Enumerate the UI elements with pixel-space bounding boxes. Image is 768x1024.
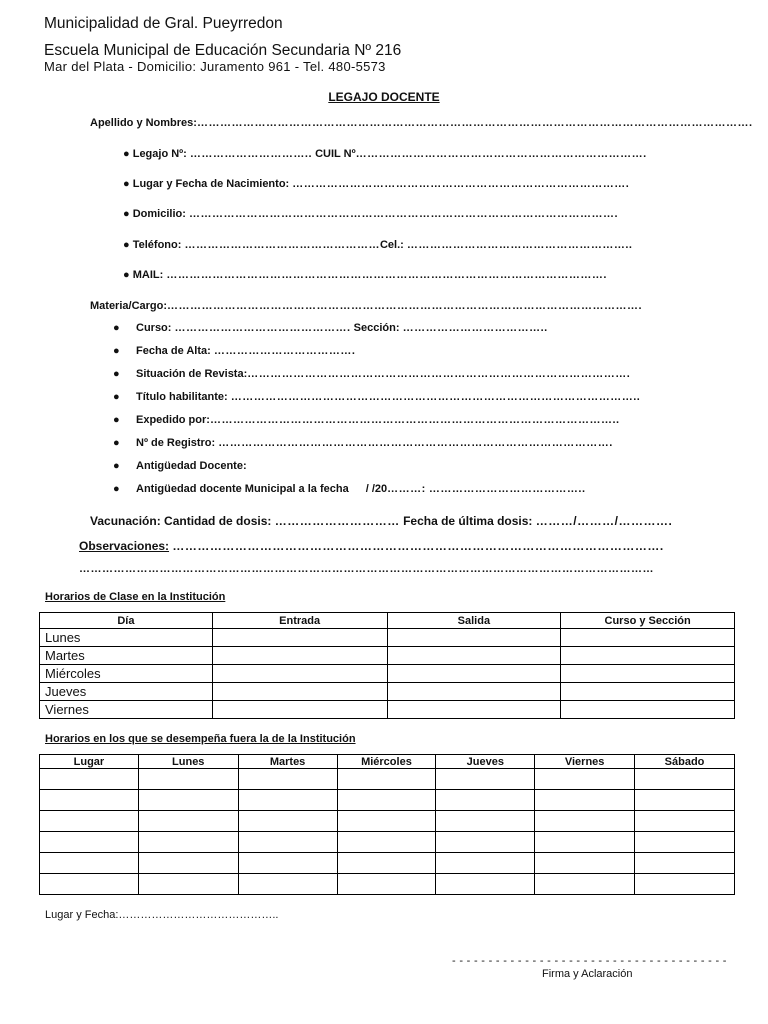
cell[interactable]: [635, 853, 735, 874]
cell[interactable]: [635, 832, 735, 853]
field-domicilio: ● Domicilio: ………………………………………………………………………………………………….: [123, 208, 619, 220]
table-row: [40, 790, 735, 811]
cell[interactable]: [535, 811, 635, 832]
field-registro-label: Nº de Registro:: [136, 437, 216, 449]
bullet-icon: ●: [113, 483, 120, 495]
signature-caption: Firma y Aclaración: [542, 968, 633, 980]
bullet-icon: ●: [123, 208, 130, 220]
table-header-row: [40, 755, 735, 769]
field-observaciones-label: Observaciones:: [79, 539, 170, 553]
observaciones-continuation: ……………………………………………………………………………………………………………………………………: [79, 563, 654, 575]
cell[interactable]: [436, 769, 535, 790]
field-antiguedad-municipal-label: Antigüedad docente Municipal a la fecha: [136, 483, 349, 495]
entrada-cell[interactable]: [212, 629, 387, 647]
header-sabado: Sábado: [635, 755, 735, 769]
cell[interactable]: [238, 769, 337, 790]
salida-cell[interactable]: [387, 629, 561, 647]
cell[interactable]: [138, 853, 238, 874]
cell[interactable]: [535, 832, 635, 853]
cell[interactable]: [337, 769, 436, 790]
table-row: [40, 647, 735, 665]
header-salida: Salida: [387, 613, 561, 629]
field-materia: Materia/Cargo:…………………………………………………………………………………………………………….: [90, 300, 643, 312]
curso-cell[interactable]: [561, 665, 735, 683]
bullet-icon: ●: [113, 322, 120, 334]
day-cell: Miércoles: [40, 665, 213, 683]
cell[interactable]: [238, 874, 337, 895]
salida-cell[interactable]: [387, 665, 561, 683]
field-curso: Curso: ………………………………………. Sección: ………………………………..: [136, 322, 548, 334]
header-viernes: Viernes: [535, 755, 635, 769]
table-row: [40, 683, 735, 701]
cell[interactable]: [40, 853, 139, 874]
field-situacion-label: Situación de Revista:: [136, 368, 248, 380]
cell[interactable]: [238, 790, 337, 811]
municipality-heading: Municipalidad de Gral. Pueyrredon: [44, 15, 283, 32]
entrada-cell[interactable]: [212, 701, 387, 719]
cell[interactable]: [138, 790, 238, 811]
field-registro: Nº de Registro: ………………………………………………………………………………………….: [136, 437, 613, 449]
cell[interactable]: [337, 832, 436, 853]
cell[interactable]: [238, 853, 337, 874]
table-row: [40, 811, 735, 832]
field-apellido-label: Apellido y Nombres:: [90, 117, 197, 129]
cell[interactable]: [436, 832, 535, 853]
salida-cell[interactable]: [387, 683, 561, 701]
cell[interactable]: [138, 832, 238, 853]
field-antiguedad-municipal-date: / /20: [365, 483, 388, 495]
curso-cell[interactable]: [561, 629, 735, 647]
day-cell: Lunes: [40, 629, 213, 647]
field-situacion: Situación de Revista:……………………………………………………………………………………….: [136, 368, 631, 380]
cell[interactable]: [337, 790, 436, 811]
field-antiguedad-label: Antigüedad Docente:: [136, 460, 247, 472]
cell[interactable]: [138, 811, 238, 832]
bullet-icon: ●: [113, 391, 120, 403]
bullet-icon: ●: [113, 414, 120, 426]
salida-cell[interactable]: [387, 701, 561, 719]
header-dia: Día: [40, 613, 213, 629]
school-name: Escuela Municipal de Educación Secundaria Nº 216: [44, 42, 402, 59]
entrada-cell[interactable]: [212, 665, 387, 683]
cell[interactable]: [337, 853, 436, 874]
field-telefono: ● Teléfono: ……………………………………………Cel.: …………………………………………………..: [123, 239, 633, 251]
field-observaciones: Observaciones: ……………………………………………………………………………………………………….: [79, 539, 664, 553]
cell[interactable]: [40, 832, 139, 853]
day-cell: Martes: [40, 647, 213, 665]
day-cell: Viernes: [40, 701, 213, 719]
cell[interactable]: [40, 811, 139, 832]
bullet-icon: ●: [113, 437, 120, 449]
bullet-icon: ●: [123, 269, 130, 281]
field-legajo-label: Legajo Nº:: [132, 148, 187, 160]
cell[interactable]: [238, 832, 337, 853]
salida-cell[interactable]: [387, 647, 561, 665]
field-nacimiento-label: Lugar y Fecha de Nacimiento:: [132, 178, 290, 190]
bullet-icon: ●: [113, 460, 120, 472]
field-lugar-fecha: Lugar y Fecha:……………………………………..: [45, 909, 279, 921]
cell[interactable]: [535, 874, 635, 895]
field-apellido: Apellido y Nombres:……………………………………………………………………………………………………………………………….: [90, 117, 753, 129]
table2-title: Horarios en los que se desempeña fuera la de la Institución: [45, 733, 356, 745]
header-miercoles: Miércoles: [337, 755, 436, 769]
table-header-row: [40, 613, 735, 629]
cell[interactable]: [238, 811, 337, 832]
header-martes: Martes: [238, 755, 337, 769]
cell[interactable]: [138, 874, 238, 895]
cell[interactable]: [535, 790, 635, 811]
table-row: [40, 769, 735, 790]
external-schedule-table: [39, 754, 735, 895]
curso-cell[interactable]: [561, 701, 735, 719]
signature-line: - - - - - - - - - - - - - - - - - - - - - - - - - - - - - - - - - - - - - -: [452, 955, 727, 967]
cell[interactable]: [40, 790, 139, 811]
curso-cell[interactable]: [561, 647, 735, 665]
header-lunes: Lunes: [138, 755, 238, 769]
field-materia-label: Materia/Cargo:: [90, 300, 168, 312]
field-legajo: ● Legajo Nº: ………………………….. CUIL Nº………………………………………………………………….: [123, 148, 647, 160]
curso-cell[interactable]: [561, 683, 735, 701]
field-nacimiento: ● Lugar y Fecha de Nacimiento: …………………………………………………………………………….: [123, 178, 630, 190]
field-expedido-label: Expedido por:: [136, 414, 210, 426]
cell[interactable]: [635, 769, 735, 790]
bullet-icon: ●: [113, 345, 120, 357]
table-row: [40, 853, 735, 874]
field-titulo-label: Título habilitante:: [136, 391, 228, 403]
table-row: [40, 832, 735, 853]
cell[interactable]: [436, 853, 535, 874]
bullet-icon: ●: [113, 368, 120, 380]
field-cuil-label: CUIL Nº: [315, 148, 356, 160]
field-mail: ● MAIL: …………………………………………………………………………………………………….: [123, 269, 607, 281]
table-row: [40, 629, 735, 647]
header-entrada: Entrada: [212, 613, 387, 629]
field-titulo: Título habilitante: ……………………………………………………………………………………………..: [136, 391, 641, 403]
field-cel-label: Cel.:: [379, 239, 404, 251]
field-antiguedad: [136, 460, 247, 472]
cell[interactable]: [635, 790, 735, 811]
bullet-icon: ●: [123, 148, 130, 160]
cell[interactable]: [635, 811, 735, 832]
cell[interactable]: [138, 769, 238, 790]
cell[interactable]: [436, 790, 535, 811]
field-vacunacion-label: Vacunación: Cantidad de dosis:: [90, 514, 272, 528]
field-ultima-dosis-label: Fecha de última dosis:: [403, 514, 533, 528]
cell[interactable]: [40, 769, 139, 790]
cell[interactable]: [436, 874, 535, 895]
field-vacunacion: Vacunación: Cantidad de dosis: ………………………… Fecha de última dosis: ………/………/………….: [90, 514, 673, 528]
cell[interactable]: [535, 769, 635, 790]
field-domicilio-label: Domicilio:: [132, 208, 186, 220]
page-title: LEGAJO DOCENTE: [328, 90, 440, 104]
table-row: [40, 665, 735, 683]
header-lugar: Lugar: [40, 755, 139, 769]
table-row: [40, 874, 735, 895]
bullet-icon: ●: [123, 178, 130, 190]
cell[interactable]: [40, 874, 139, 895]
cell[interactable]: [535, 853, 635, 874]
entrada-cell[interactable]: [212, 647, 387, 665]
cell[interactable]: [337, 874, 436, 895]
table-row: [40, 701, 735, 719]
entrada-cell[interactable]: [212, 683, 387, 701]
school-address: Mar del Plata - Domicilio: Juramento 961 - Tel. 480-5573: [44, 59, 386, 74]
header-curso-seccion: Curso y Sección: [561, 613, 735, 629]
bullet-icon: ●: [123, 239, 130, 251]
field-lugar-fecha-label: Lugar y Fecha:: [45, 909, 119, 921]
field-seccion-label: Sección:: [353, 322, 400, 334]
class-schedule-table: [39, 612, 735, 719]
day-cell: Jueves: [40, 683, 213, 701]
field-fecha-alta: Fecha de Alta: ……………………………….: [136, 345, 356, 357]
header-jueves: Jueves: [436, 755, 535, 769]
cell[interactable]: [635, 874, 735, 895]
field-mail-label: MAIL:: [132, 269, 164, 281]
field-telefono-label: Teléfono:: [132, 239, 182, 251]
field-curso-label: Curso:: [136, 322, 172, 334]
cell[interactable]: [337, 811, 436, 832]
cell[interactable]: [436, 811, 535, 832]
field-fecha-alta-label: Fecha de Alta:: [136, 345, 211, 357]
field-expedido: Expedido por:……………………………………………………………………………………………..: [136, 414, 620, 426]
field-antiguedad-municipal: Antigüedad docente Municipal a la fecha / /20………: …………………………………..: [136, 483, 586, 495]
table1-title: Horarios de Clase en la Institución: [45, 591, 226, 603]
